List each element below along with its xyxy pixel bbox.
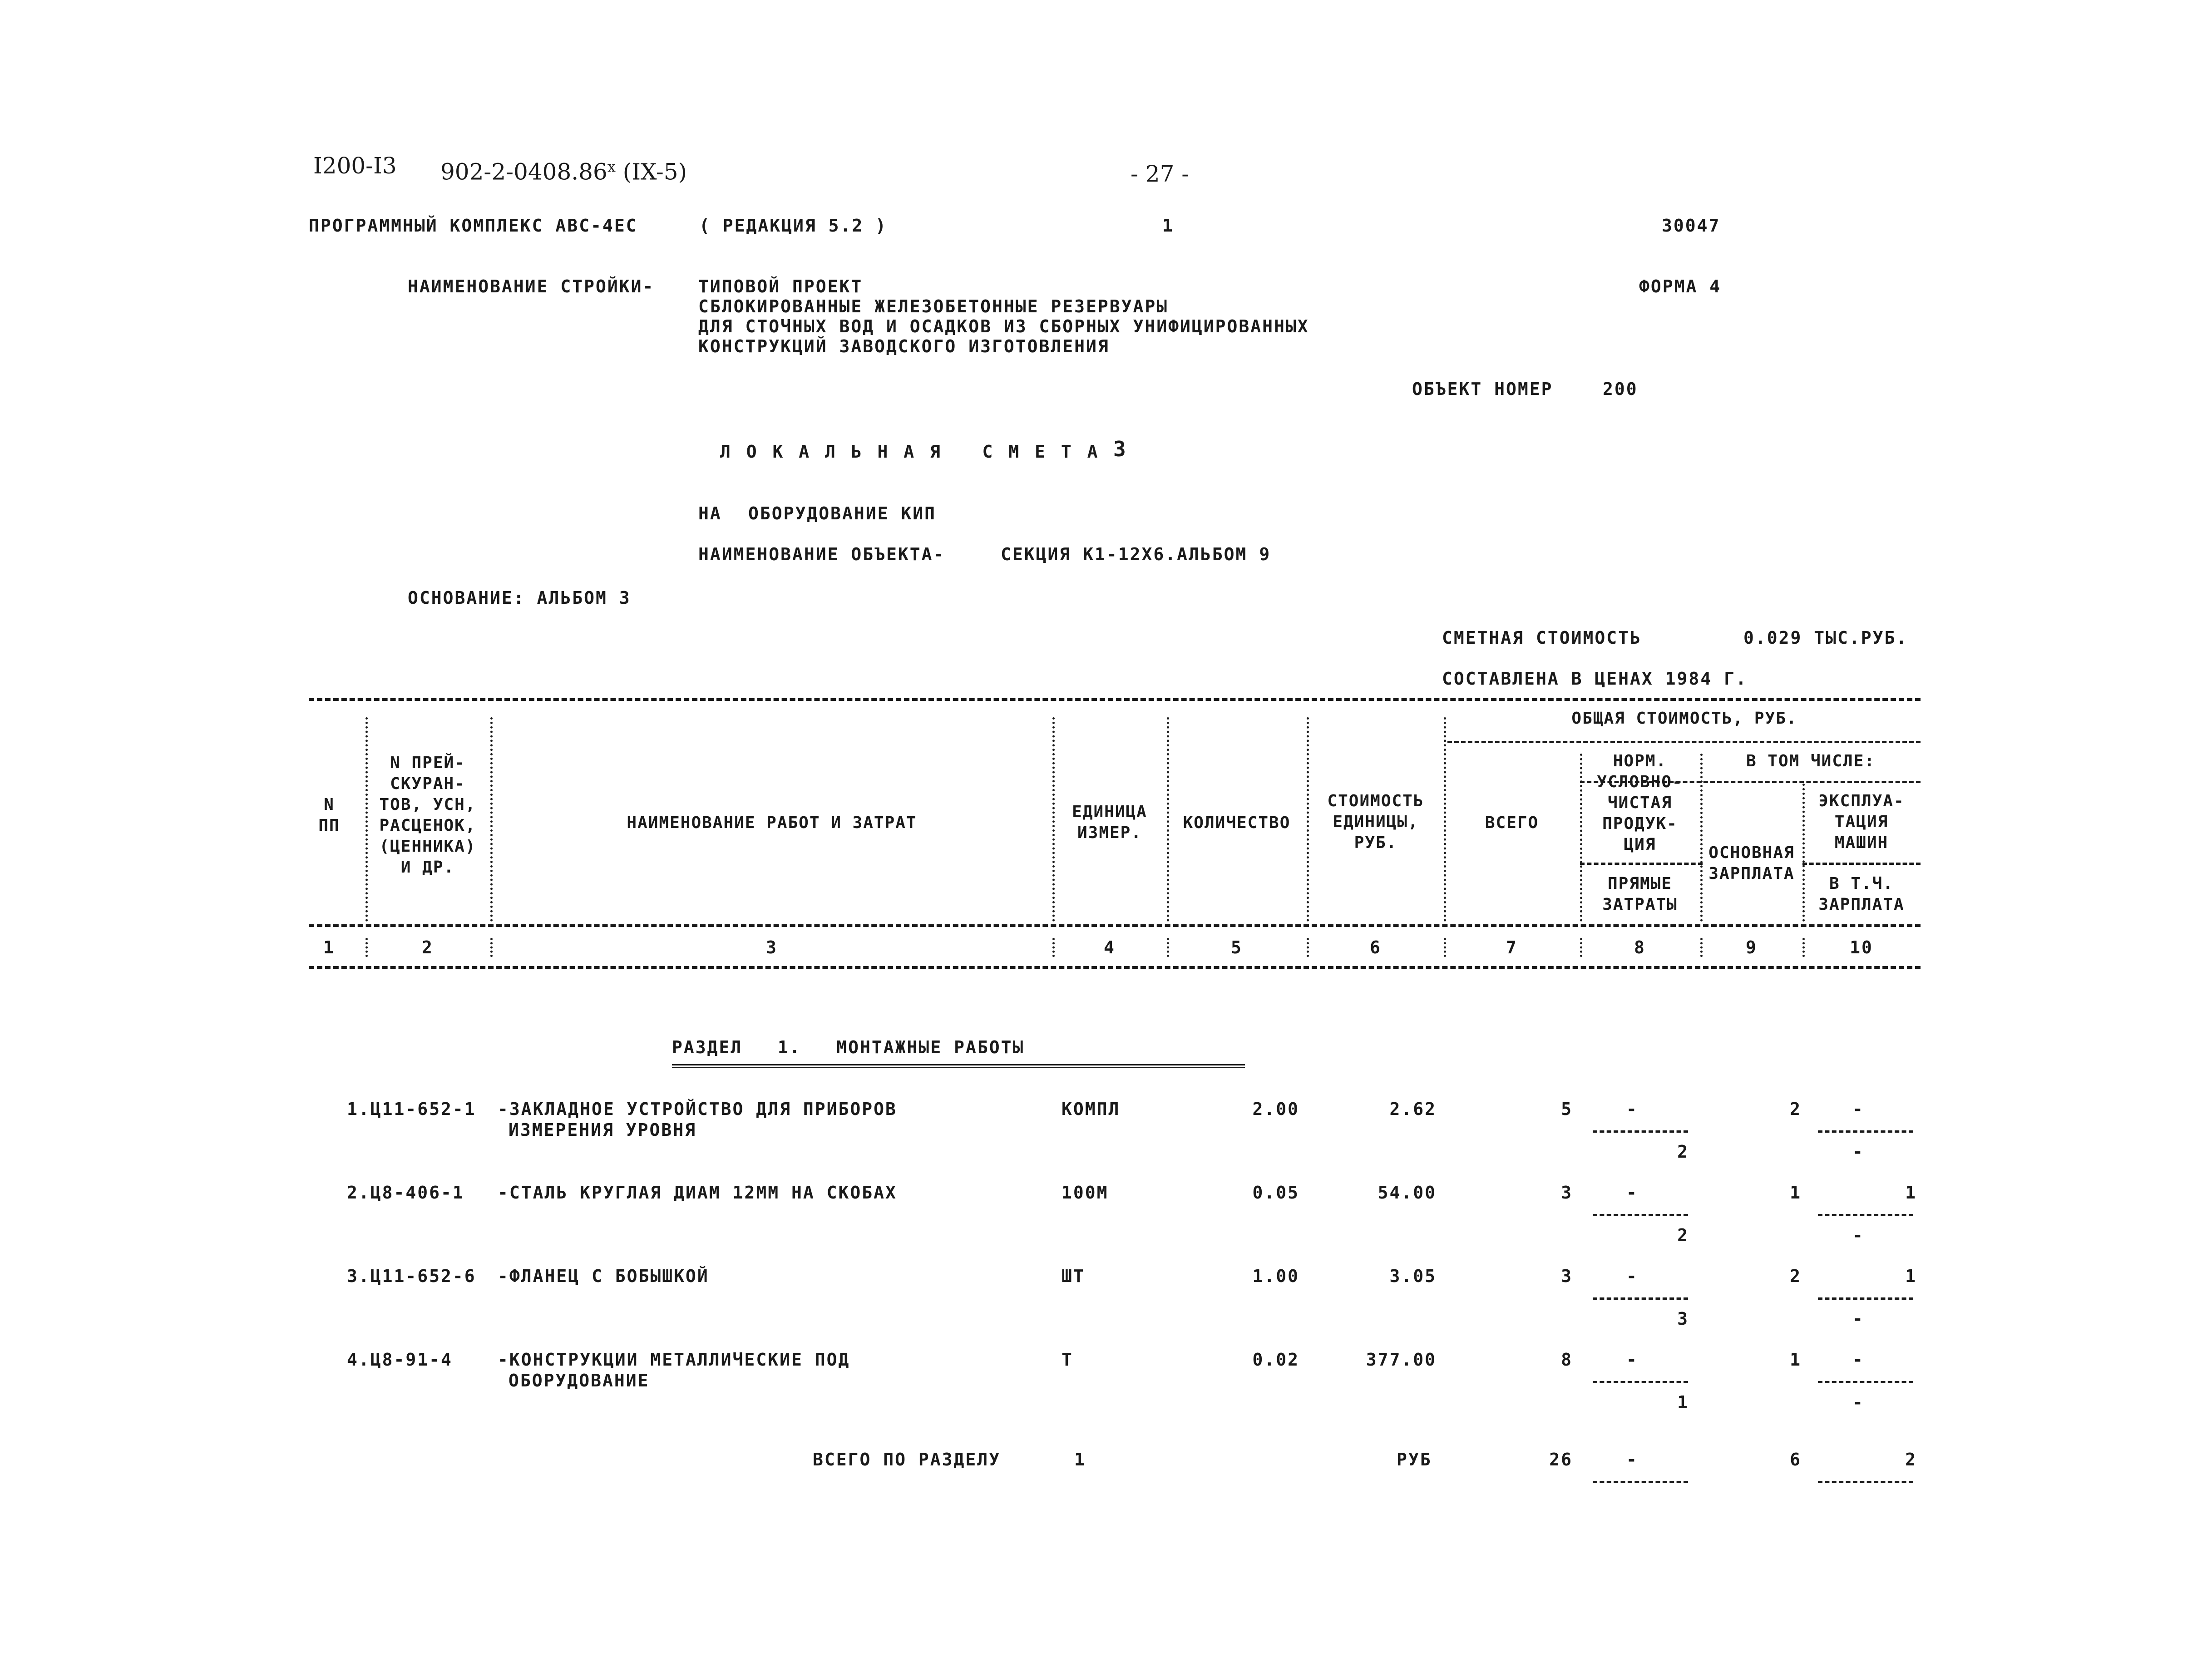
item-machines: - bbox=[1852, 1099, 1864, 1119]
num-divider-8 bbox=[1700, 938, 1703, 957]
summary-machines: 2 bbox=[1905, 1450, 1917, 1470]
item-name: -ЗАКЛАДНОЕ УСТРОЙСТВО ДЛЯ ПРИБОРОВ bbox=[498, 1099, 897, 1119]
col-divider-7 bbox=[1580, 754, 1582, 922]
machines-rule bbox=[1802, 863, 1921, 865]
col-divider-3 bbox=[1052, 717, 1055, 922]
construction-line-3: ДЛЯ СТОЧНЫХ ВОД И ОСАДКОВ ИЗ СБОРНЫХ УНИФИЦИРОВАННЫХ bbox=[698, 316, 1309, 336]
item-ref: 3.Ц11-652-6 bbox=[347, 1266, 476, 1286]
item-name: -КОНСТРУКЦИИ МЕТАЛЛИЧЕСКИЕ ПОД bbox=[498, 1350, 850, 1370]
item-total: 3 bbox=[1561, 1183, 1573, 1203]
item-ref: 4.Ц8-91-4 bbox=[347, 1350, 453, 1370]
header-wage: ОСНОВНАЯ ЗАРПЛАТА bbox=[1708, 843, 1795, 883]
header-unit-cost: СТОИМОСТЬ ЕДИНИЦЫ, РУБ. bbox=[1327, 792, 1424, 852]
item-norm: - bbox=[1626, 1350, 1638, 1370]
summary-unit: РУБ bbox=[1397, 1450, 1432, 1470]
num-divider-3 bbox=[1052, 938, 1055, 957]
item-total: 8 bbox=[1561, 1350, 1573, 1370]
col-number-3: 3 bbox=[766, 937, 778, 957]
num-divider-5 bbox=[1307, 938, 1309, 957]
header-direct: ПРЯМЫЕ ЗАТРАТЫ bbox=[1602, 874, 1678, 914]
cost-value: 0.029 ТЫС.РУБ. bbox=[1743, 628, 1908, 648]
col-number-9: 9 bbox=[1746, 937, 1758, 957]
table-top-rule bbox=[309, 698, 1921, 701]
num-divider-2 bbox=[490, 938, 493, 957]
header-machines-wage: В Т.Ч. ЗАРПЛАТА bbox=[1818, 874, 1905, 914]
construction-line-4: КОНСТРУКЦИЙ ЗАВОДСКОГО ИЗГОТОВЛЕНИЯ bbox=[698, 336, 1110, 356]
header-total: ВСЕГО bbox=[1485, 814, 1539, 832]
item-name-cont: ИЗМЕРЕНИЯ УРОВНЯ bbox=[509, 1120, 697, 1140]
item-total: 3 bbox=[1561, 1266, 1573, 1286]
stamp-mark: x bbox=[607, 158, 616, 175]
item-machines-wage: - bbox=[1852, 1309, 1864, 1329]
stamp-project bbox=[440, 155, 687, 183]
col-number-5: 5 bbox=[1231, 937, 1243, 957]
header-qty: КОЛИЧЕСТВО bbox=[1183, 814, 1291, 832]
stamp-code: I200-I3 bbox=[313, 153, 397, 179]
object-name-label: НАИМЕНОВАНИЕ ОБЪЕКТА- bbox=[698, 544, 945, 564]
item-name: -СТАЛЬ КРУГЛАЯ ДИАМ 12ММ НА СКОБАХ bbox=[498, 1183, 897, 1203]
summary-number: 1 bbox=[1074, 1450, 1086, 1470]
item-direct: 2 bbox=[1677, 1225, 1689, 1245]
item-price: 2.62 bbox=[1389, 1099, 1437, 1119]
item-direct: 2 bbox=[1677, 1142, 1689, 1162]
header-price-ref: N ПРЕЙ- СКУРАН- ТОВ, УСН, РАСЦЕНОК, (ЦЕННИКА) И ДР. bbox=[379, 754, 476, 877]
item-unit: КОМПЛ bbox=[1062, 1099, 1121, 1119]
item-qty: 2.00 bbox=[1252, 1099, 1299, 1119]
item-qty: 0.02 bbox=[1252, 1350, 1299, 1370]
item-unit: ШТ bbox=[1062, 1266, 1085, 1286]
col-number-7: 7 bbox=[1506, 937, 1518, 957]
cost-label: СМЕТНАЯ СТОИМОСТЬ bbox=[1442, 628, 1642, 648]
item-norm-rule bbox=[1593, 1214, 1688, 1216]
item-direct: 3 bbox=[1677, 1309, 1689, 1329]
col-number-10: 10 bbox=[1850, 937, 1873, 957]
item-machines-rule bbox=[1818, 1381, 1913, 1383]
item-direct: 1 bbox=[1677, 1392, 1689, 1412]
item-ref: 1.Ц11-652-1 bbox=[347, 1099, 476, 1119]
item-qty: 1.00 bbox=[1252, 1266, 1299, 1286]
table-numbers-rule bbox=[309, 966, 1921, 969]
item-machines-rule bbox=[1818, 1214, 1913, 1216]
estimate-number: 3 bbox=[1113, 437, 1127, 461]
num-divider-6 bbox=[1444, 938, 1446, 957]
form-label: ФОРМА 4 bbox=[1639, 276, 1722, 296]
col-divider-9 bbox=[1802, 784, 1805, 922]
for-label: НА bbox=[698, 503, 722, 523]
section-underline bbox=[672, 1064, 1245, 1068]
item-machines: 1 bbox=[1905, 1183, 1917, 1203]
col-divider-5 bbox=[1307, 717, 1309, 922]
item-norm: - bbox=[1626, 1099, 1638, 1119]
col-divider-4 bbox=[1167, 717, 1169, 922]
item-norm: - bbox=[1626, 1266, 1638, 1286]
group-rule bbox=[1447, 741, 1921, 743]
section-title: РАЗДЕЛ 1. МОНТАЖНЫЕ РАБОТЫ bbox=[672, 1037, 1025, 1057]
item-wage: 1 bbox=[1790, 1183, 1802, 1203]
num-divider-1 bbox=[365, 938, 368, 957]
header-total-group: ОБЩАЯ СТОИМОСТЬ, РУБ. bbox=[1571, 709, 1797, 728]
item-wage: 2 bbox=[1790, 1266, 1802, 1286]
item-norm: - bbox=[1626, 1183, 1638, 1203]
header-norm: НОРМ. УСЛОВНО- ЧИСТАЯ ПРОДУК- ЦИЯ bbox=[1597, 752, 1683, 854]
col-number-4: 4 bbox=[1104, 937, 1116, 957]
construction-label: НАИМЕНОВАНИЕ СТРОЙКИ- bbox=[408, 276, 655, 296]
summary-wage: 6 bbox=[1790, 1450, 1802, 1470]
item-price: 3.05 bbox=[1389, 1266, 1437, 1286]
col-number-2: 2 bbox=[422, 937, 434, 957]
col-divider-8 bbox=[1700, 754, 1703, 922]
construction-line-2: СБЛОКИРОВАННЫЕ ЖЕЛЕЗОБЕТОННЫЕ РЕЗЕРВУАРЫ bbox=[698, 296, 1169, 316]
program-name: ПРОГРАММНЫЙ КОМПЛЕКС АВС-4ЕС bbox=[309, 216, 638, 236]
num-divider-9 bbox=[1802, 938, 1805, 957]
stamp-project-number: 902-2-0408.86 bbox=[440, 158, 607, 185]
summary-total: 26 bbox=[1549, 1450, 1573, 1470]
stamp-suffix: (IX-5) bbox=[622, 158, 687, 185]
header-code: 30047 bbox=[1662, 216, 1721, 236]
object-name-value: СЕКЦИЯ К1-12Х6.АЛЬБОМ 9 bbox=[1001, 544, 1271, 564]
item-machines-rule bbox=[1818, 1297, 1913, 1300]
item-qty: 0.05 bbox=[1252, 1183, 1299, 1203]
object-number: 200 bbox=[1603, 379, 1638, 399]
norm-rule bbox=[1580, 863, 1703, 865]
col-number-8: 8 bbox=[1634, 937, 1646, 957]
item-machines-rule bbox=[1818, 1130, 1913, 1133]
col-number-1: 1 bbox=[323, 937, 335, 957]
prices-note: СОСТАВЛЕНА В ЦЕНАХ 1984 Г. bbox=[1442, 669, 1748, 689]
item-machines-wage: - bbox=[1852, 1392, 1864, 1412]
estimate-title: Л О К А Л Ь Н А Я С М Е Т А bbox=[720, 442, 1101, 462]
item-name: -ФЛАНЕЦ С БОБЫШКОЙ bbox=[498, 1266, 709, 1286]
item-ref: 2.Ц8-406-1 bbox=[347, 1183, 464, 1203]
table-header-rule bbox=[309, 924, 1921, 927]
header-name: НАИМЕНОВАНИЕ РАБОТ И ЗАТРАТ bbox=[627, 814, 917, 832]
item-norm-rule bbox=[1593, 1130, 1688, 1133]
object-label: ОБЪЕКТ НОМЕР bbox=[1412, 379, 1553, 399]
sheet-number: 1 bbox=[1162, 216, 1174, 236]
item-total: 5 bbox=[1561, 1099, 1573, 1119]
num-divider-4 bbox=[1167, 938, 1169, 957]
basis: ОСНОВАНИЕ: АЛЬБОМ 3 bbox=[408, 588, 631, 608]
item-machines-wage: - bbox=[1852, 1142, 1864, 1162]
col-divider-2 bbox=[490, 717, 493, 922]
page-number: - 27 - bbox=[1131, 161, 1190, 187]
summary-norm-rule bbox=[1593, 1481, 1688, 1483]
header-machines: ЭКСПЛУА- ТАЦИЯ МАШИН bbox=[1818, 792, 1905, 852]
item-price: 54.00 bbox=[1378, 1183, 1437, 1203]
item-wage: 2 bbox=[1790, 1099, 1802, 1119]
item-unit: Т bbox=[1062, 1350, 1073, 1370]
num-divider-7 bbox=[1580, 938, 1582, 957]
item-price: 377.00 bbox=[1366, 1350, 1437, 1370]
item-name-cont: ОБОРУДОВАНИЕ bbox=[509, 1371, 650, 1391]
header-n: N ПП bbox=[318, 795, 340, 835]
item-unit: 100М bbox=[1062, 1183, 1109, 1203]
header-unit: ЕДИНИЦА ИЗМЕР. bbox=[1072, 803, 1147, 842]
edition: ( РЕДАКЦИЯ 5.2 ) bbox=[699, 216, 888, 236]
for-value: ОБОРУДОВАНИЕ КИП bbox=[748, 503, 937, 523]
construction-line-1: ТИПОВОЙ ПРОЕКТ bbox=[698, 276, 863, 296]
col-divider-6 bbox=[1444, 717, 1446, 922]
col-number-6: 6 bbox=[1370, 937, 1382, 957]
summary-machines-rule bbox=[1818, 1481, 1913, 1483]
item-machines: 1 bbox=[1905, 1266, 1917, 1286]
item-machines: - bbox=[1852, 1350, 1864, 1370]
summary-label: ВСЕГО ПО РАЗДЕЛУ bbox=[813, 1450, 1001, 1470]
item-wage: 1 bbox=[1790, 1350, 1802, 1370]
col-divider-1 bbox=[365, 717, 368, 922]
header-incl: В ТОМ ЧИСЛЕ: bbox=[1746, 752, 1876, 770]
item-norm-rule bbox=[1593, 1381, 1688, 1383]
item-machines-wage: - bbox=[1852, 1225, 1864, 1245]
item-norm-rule bbox=[1593, 1297, 1688, 1300]
summary-norm: - bbox=[1626, 1450, 1638, 1470]
